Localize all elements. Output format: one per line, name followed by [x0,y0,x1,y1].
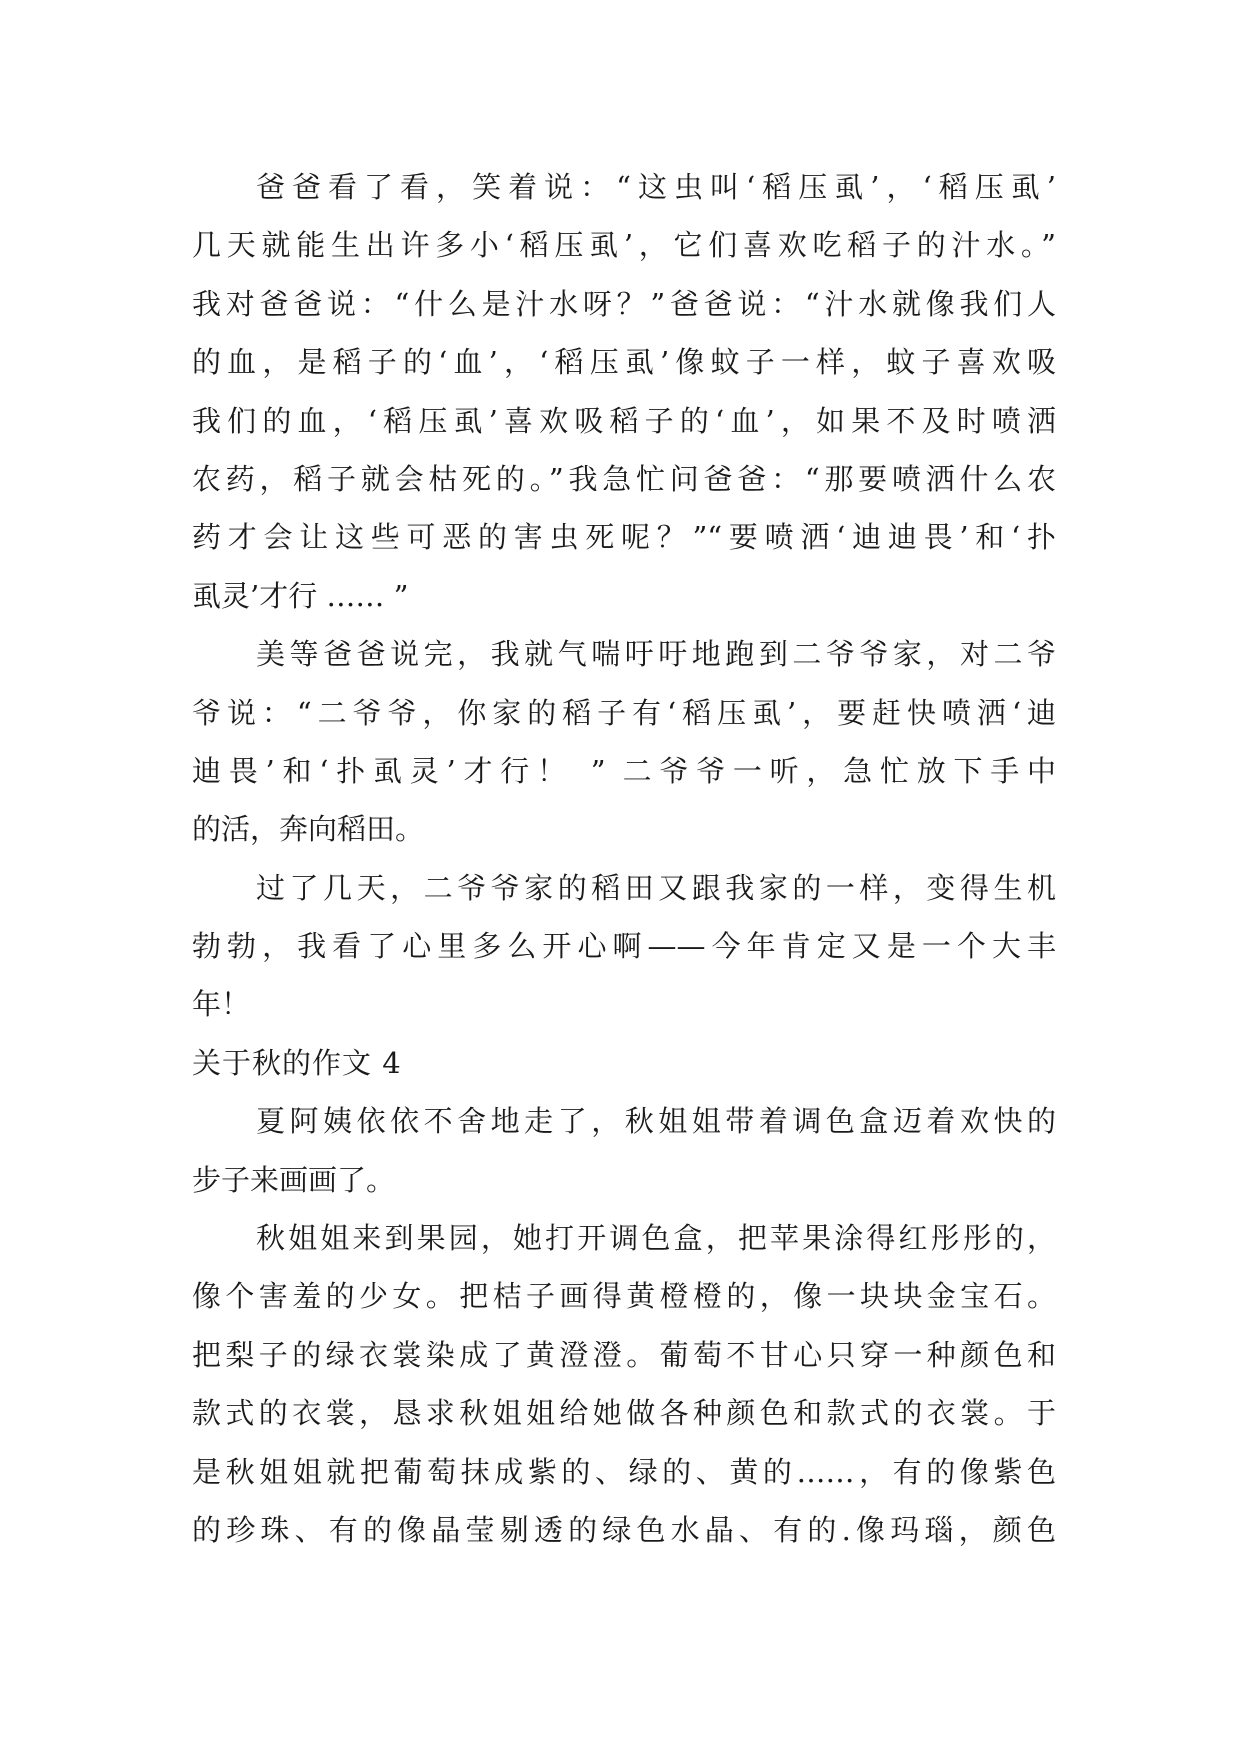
text-line: 我对爸爸说：“什么是汁水呀？”爸爸说：“汁水就像我们人 [192,286,1056,321]
text-line: 美等爸爸说完，我就气喘吁吁地跑到二爷爷家，对二爷 [256,637,1056,672]
text-line: 几天就能生出许多小‘稻压虱’，它们喜欢吃稻子的汁水。” [192,228,1056,263]
text-line: 的血，是稻子的‘血’，‘稻压虱’像蚊子一样，蚊子喜欢吸 [192,345,1056,380]
text-line: 秋姐姐来到果园，她打开调色盒，把苹果涂得红彤彤的， [256,1221,1056,1256]
text-line: 是秋姐姐就把葡萄抹成紫的、绿的、黄的……，有的像紫色 [192,1454,1056,1489]
text-line: 爷说：“二爷爷，你家的稻子有‘稻压虱’，要赶快喷洒‘迪 [192,695,1056,730]
paragraph-5 [192,1092,1056,1209]
paragraph-2 [192,625,1056,859]
document-page [192,158,1056,1559]
paragraph-6 [192,1209,1056,1559]
section-heading [192,1034,1056,1092]
text-line: 过了几天，二爷爷家的稻田又跟我家的一样，变得生机 [256,870,1056,905]
text-line: 夏阿姨依依不舍地走了，秋姐姐带着调色盒迈着欢快的 [256,1104,1056,1139]
text-line: 我们的血，‘稻压虱’喜欢吸稻子的‘血’，如果不及时喷洒 [192,403,1056,438]
text-line: 步子来画画了。 [192,1162,396,1197]
text-line: 年！ [192,987,251,1022]
paragraph-1 [192,158,1056,625]
text-line: 勃勃，我看了心里多么开心啊——今年肯定又是一个大丰 [192,929,1056,964]
text-line: 虱灵’才行 …… ” [192,578,409,613]
text-line: 的活，奔向稻田。 [192,812,425,847]
text-line: 迪畏’和‘扑虱灵’才行！ ” 二爷爷一听，急忙放下手中 [192,753,1056,788]
text-line: 像个害羞的少女。把桔子画得黄橙橙的，像一块块金宝石。 [192,1279,1056,1314]
paragraph-3 [192,859,1056,1034]
text-line: 药才会让这些可恶的害虫死呢？”“要喷洒‘迪迪畏’和‘扑 [192,520,1056,555]
heading-text: 关于秋的作文 4 [192,1045,402,1080]
text-line: 的珍珠、有的像晶莹剔透的绿色水晶、有的.像玛瑙，颜色 [192,1512,1056,1547]
text-line: 农药，稻子就会枯死的。”我急忙问爸爸：“那要喷洒什么农 [192,461,1056,496]
text-line: 把梨子的绿衣裳染成了黄澄澄。葡萄不甘心只穿一种颜色和 [192,1337,1056,1372]
text-line: 爸爸看了看，笑着说：“这虫叫‘稻压虱’，‘稻压虱’ [256,170,1056,204]
text-line: 款式的衣裳，恳求秋姐姐给她做各种颜色和款式的衣裳。于 [192,1396,1056,1431]
